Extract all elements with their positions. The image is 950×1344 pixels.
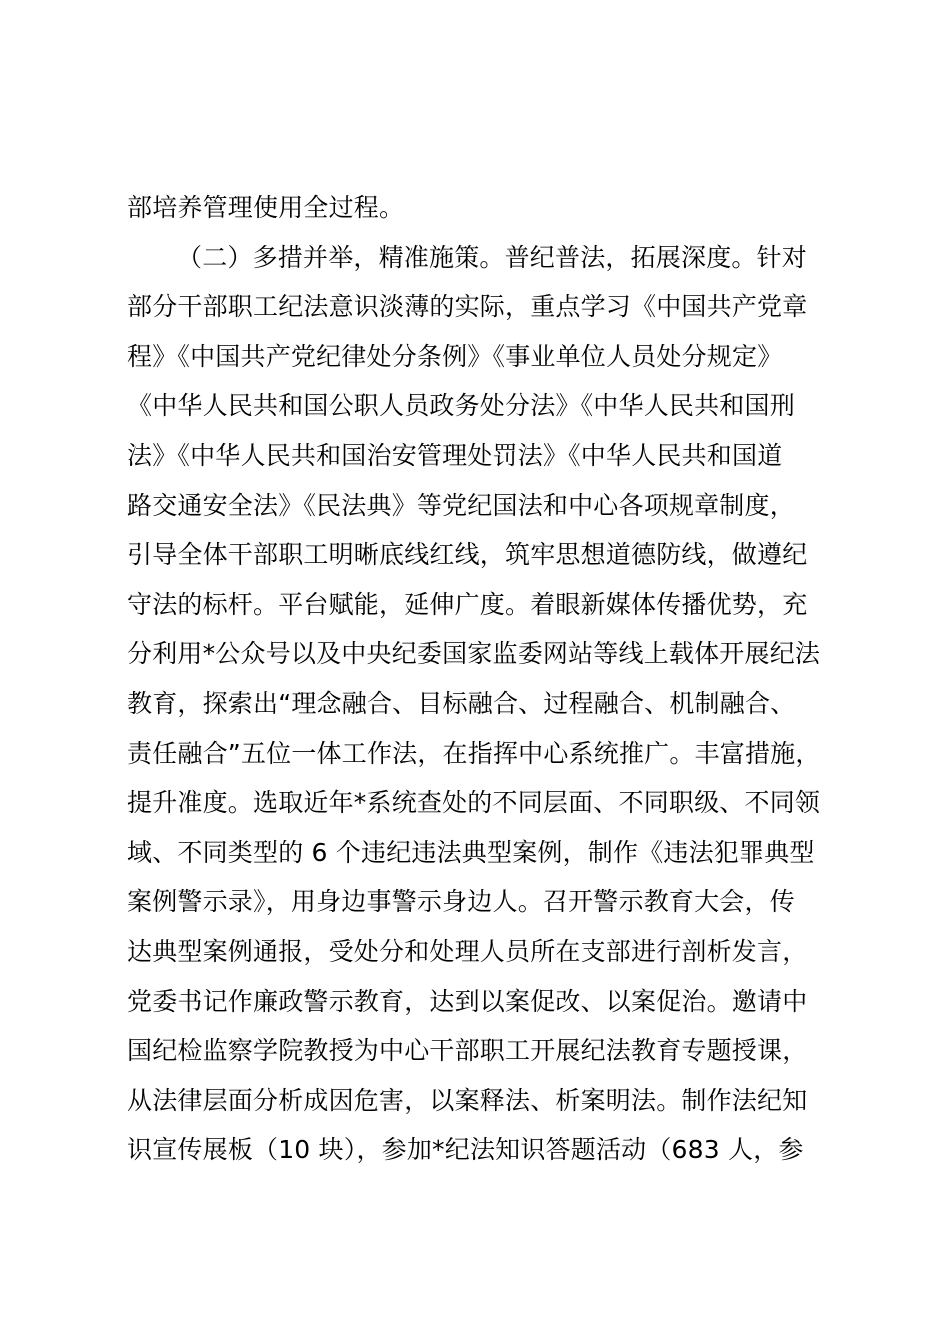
section-heading-line: （二）多措并举，精准施策。普纪普法，拓展深度。针对	[177, 242, 808, 272]
text-line: 教育，探索出“理念融合、目标融合、过程融合、机制融合、	[127, 688, 796, 718]
text-line: 《中华人民共和国公职人员政务处分法》《中华人民共和国刑	[127, 391, 795, 421]
text-line: 部培养管理使用全过程。	[127, 193, 405, 222]
text-line: 部分干部职工纪法意识淡薄的实际，重点学习《中国共产党章	[127, 292, 808, 322]
text-line: 党委书记作廉政警示教育，达到以案促改、以案促治。邀请中	[127, 986, 808, 1016]
text-line: 程》《中国共产党纪律处分条例》《事业单位人员处分规定》	[127, 341, 783, 371]
text-line: 法》《中华人民共和国治安管理处罚法》《中华人民共和国道	[127, 440, 783, 470]
text-line: 引导全体干部职工明晰底线红线，筑牢思想道德防线，做遵纪	[127, 540, 808, 570]
text-line: 守法的标杆。平台赋能，延伸广度。着眼新媒体传播优势，充	[127, 589, 808, 619]
body-text	[127, 183, 847, 1175]
text-line: 案例警示录》，用身边事警示身边人。召开警示教育大会，传	[127, 887, 795, 917]
text-line: 分利用*公众号以及中央纪委国家监委网站等线上载体开展纪法	[127, 639, 821, 669]
text-line: 路交通安全法》《民法典》等党纪国法和中心各项规章制度，	[127, 490, 795, 520]
text-line: 达典型案例通报，受处分和处理人员所在支部进行剖析发言，	[127, 936, 808, 966]
text-line: 提升准度。选取近年*系统查处的不同层面、不同职级、不同领	[127, 788, 821, 818]
text-line: 从法律层面分析成因危害，以案释法、析案明法。制作法纪知	[127, 1085, 808, 1115]
text-line: 责任融合”五位一体工作法，在指挥中心系统推广。丰富措施，	[127, 738, 821, 768]
text-line: 国纪检监察学院教授为中心干部职工开展纪法教育专题授课，	[127, 1036, 808, 1066]
text-line: 识宣传展板（10 块），参加*纪法知识答题活动（683 人，参	[127, 1135, 804, 1165]
text-line: 域、不同类型的 6 个违纪违法典型案例，制作《违法犯罪典型	[127, 837, 815, 867]
